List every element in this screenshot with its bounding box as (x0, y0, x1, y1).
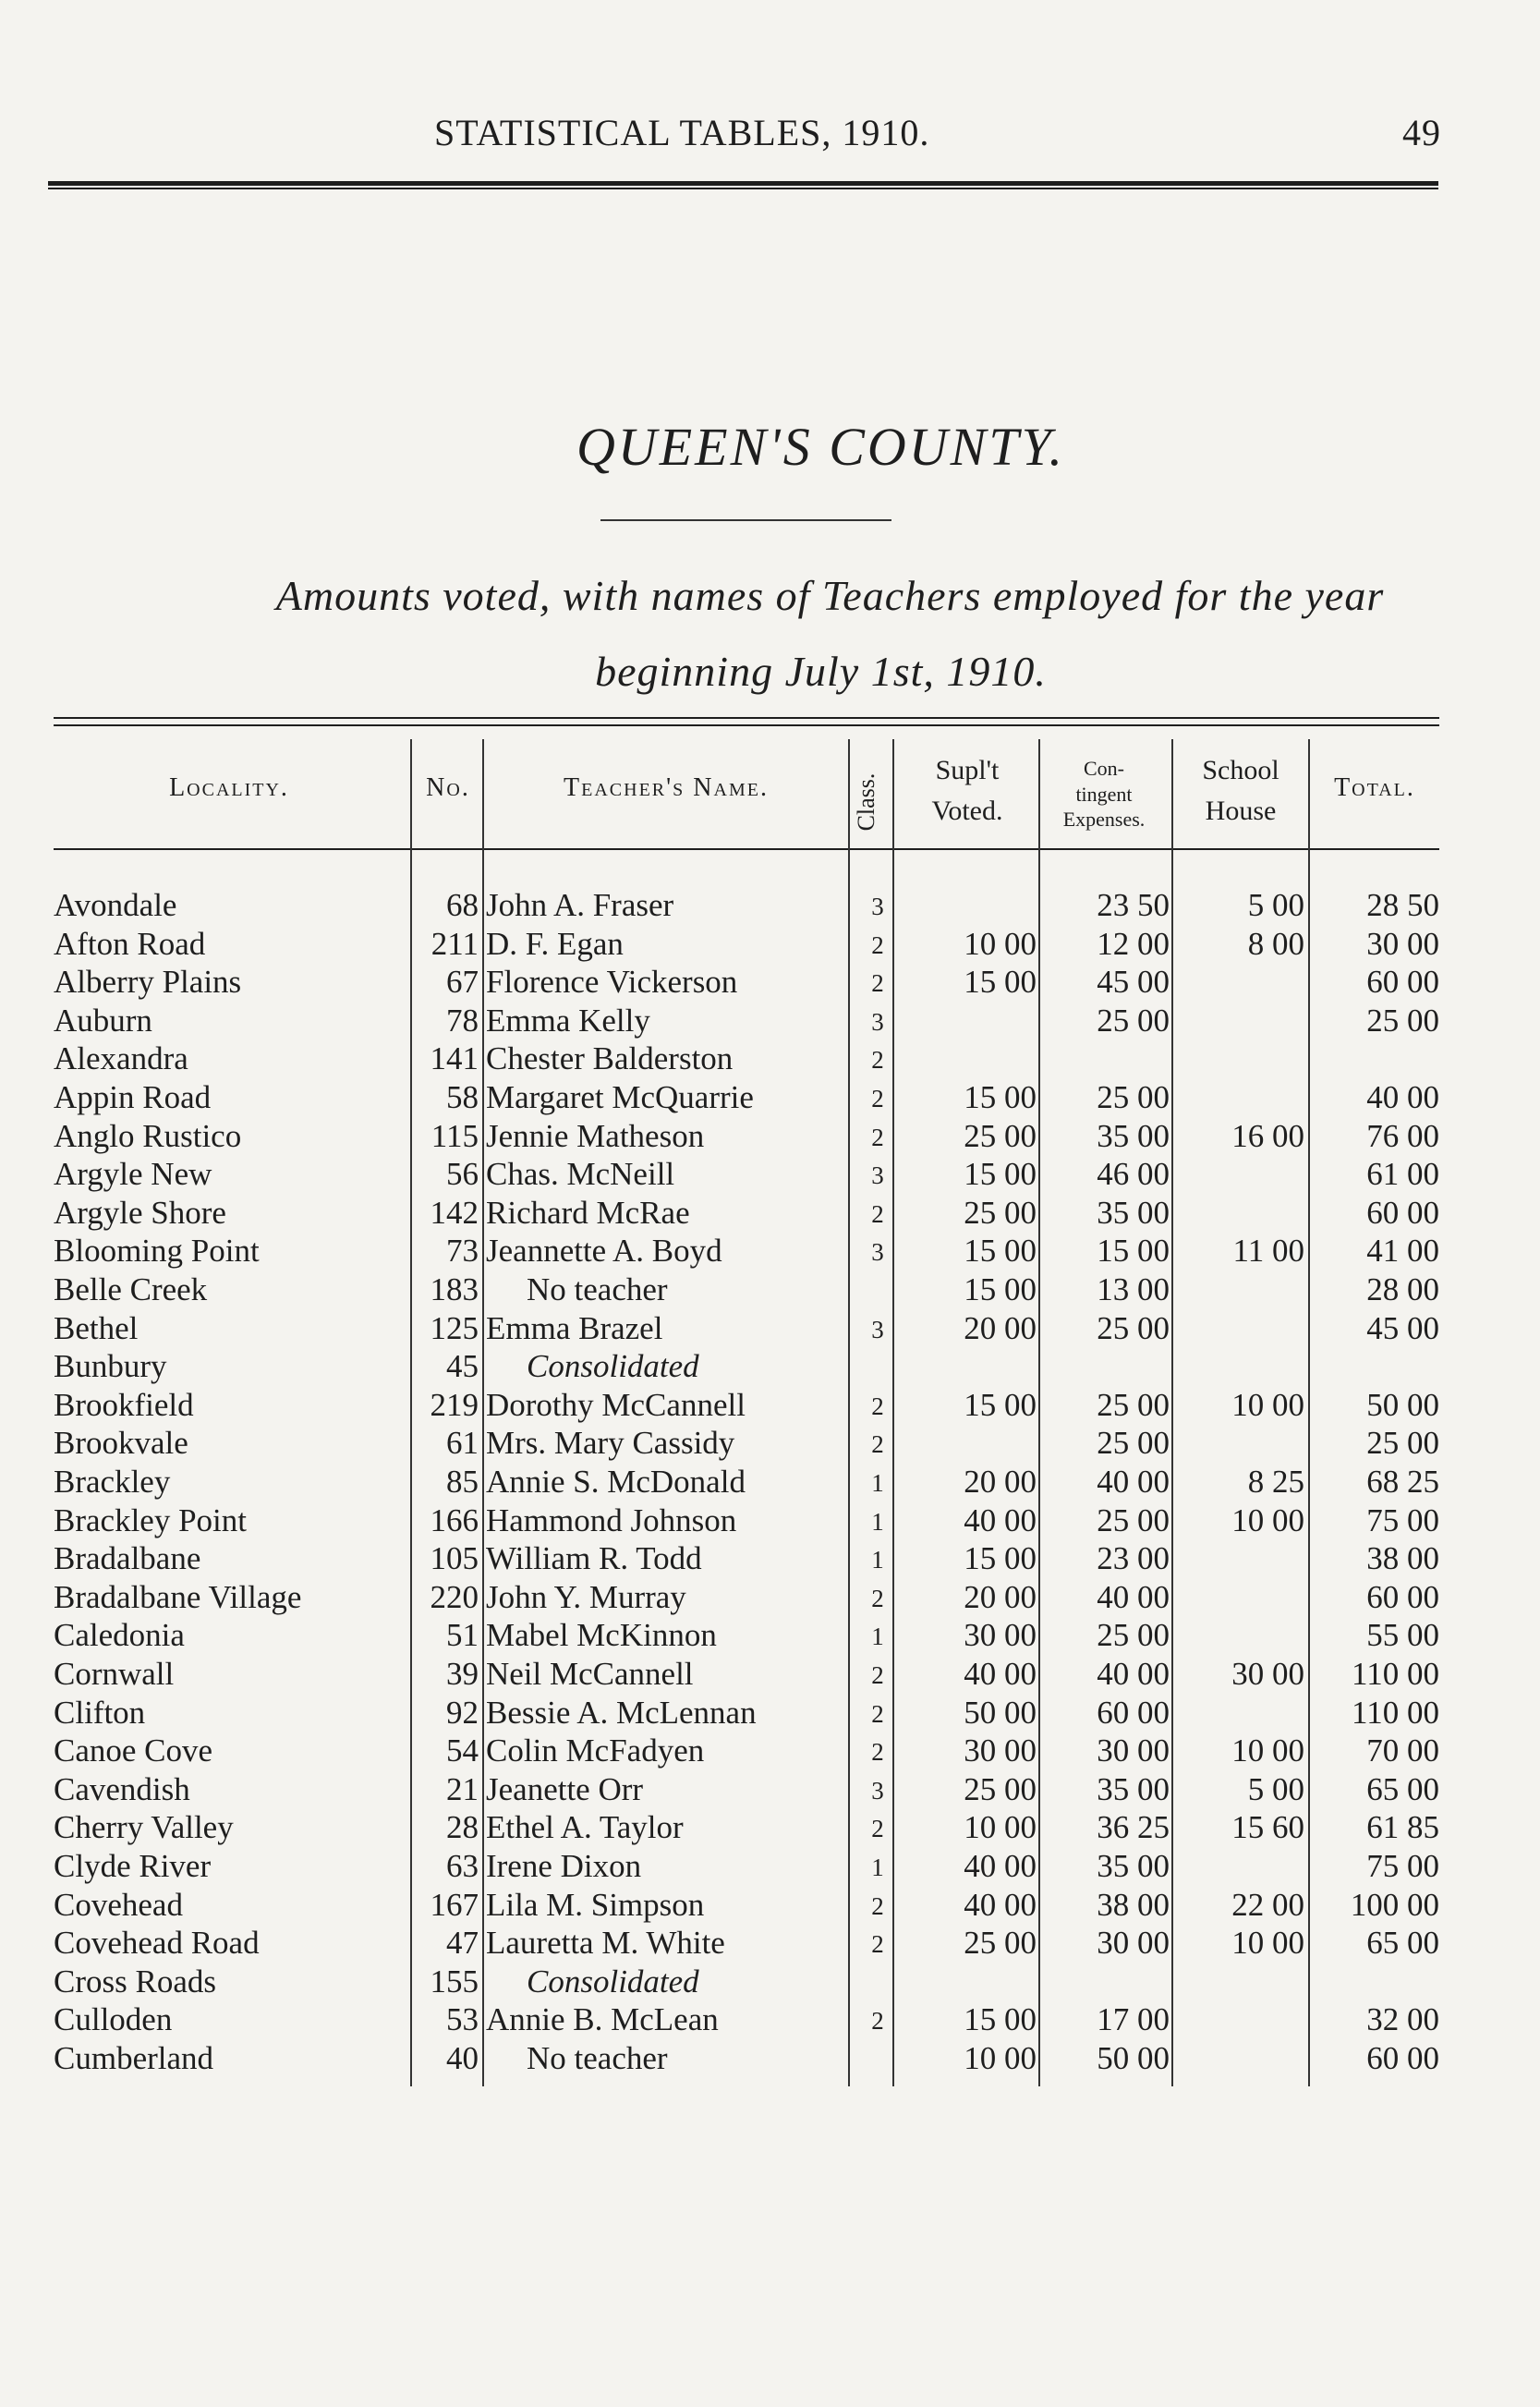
table-row (0, 1387, 1540, 1426)
cell-contingent: 13 00 (1097, 1271, 1170, 1307)
cell-suplt-voted: 10 00 (964, 2040, 1037, 2076)
cell-class: 2 (871, 1430, 884, 1459)
cell-teacher: Dorothy McCannell (486, 1386, 746, 1423)
cell-total: 60 00 (1366, 2040, 1439, 2076)
col-header-no: No. (426, 773, 470, 802)
cell-class: 2 (871, 1046, 884, 1075)
table-row (0, 1925, 1540, 1963)
cell-suplt-voted: 50 00 (964, 1694, 1037, 1731)
cell-locality: Avondale (54, 887, 177, 923)
cell-locality: Brookvale (54, 1425, 188, 1462)
table-row (0, 1425, 1540, 1464)
cell-locality: Caledonia (54, 1617, 185, 1654)
cell-teacher: Jennie Matheson (486, 1117, 705, 1154)
cell-locality: Brackley Point (54, 1501, 247, 1538)
cell-number: 183 (430, 1271, 479, 1307)
cell-teacher: Hammond Johnson (486, 1501, 737, 1538)
cell-suplt-voted: 25 00 (964, 1925, 1037, 1962)
cell-contingent: 46 00 (1097, 1156, 1170, 1193)
subtitle-line-1: Amounts voted, with names of Teachers employed for the year (275, 572, 1385, 619)
cell-locality: Belle Creek (54, 1271, 208, 1307)
cell-teacher: Mabel McKinnon (486, 1617, 717, 1654)
header-rule (48, 181, 1438, 189)
table-row (0, 1809, 1540, 1848)
cell-number: 21 (446, 1770, 479, 1807)
cell-teacher: Lauretta M. White (486, 1925, 725, 1962)
cell-contingent: 60 00 (1097, 1694, 1170, 1731)
cell-total: 110 00 (1352, 1694, 1439, 1731)
col-header-suplt-line1: Supl't (935, 755, 1000, 785)
subtitle-line-2: beginning July 1st, 1910. (595, 648, 1047, 695)
cell-teacher: No teacher (527, 1271, 668, 1307)
cell-total: 61 85 (1366, 1809, 1439, 1846)
cell-contingent: 15 00 (1097, 1233, 1170, 1270)
cell-total: 68 25 (1366, 1464, 1439, 1500)
cell-number: 105 (430, 1540, 479, 1577)
cell-contingent: 25 00 (1097, 1002, 1170, 1039)
cell-teacher: Chester Balderston (486, 1040, 734, 1077)
table-row (0, 1695, 1540, 1733)
cell-number: 68 (446, 887, 479, 923)
cell-number: 51 (446, 1617, 479, 1654)
col-header-contingent-line2: tingent (1075, 782, 1133, 806)
cell-suplt-voted: 15 00 (964, 1386, 1037, 1423)
cell-total: 75 00 (1366, 1848, 1439, 1884)
cell-class: 2 (871, 1738, 884, 1767)
table-row (0, 1271, 1540, 1310)
col-header-contingent (1037, 756, 1171, 833)
cell-school-house: 15 60 (1231, 1809, 1304, 1846)
col-header-contingent-line1: Con- (1084, 757, 1124, 780)
cell-contingent: 23 50 (1097, 887, 1170, 923)
cell-class: 2 (871, 1392, 884, 1420)
cell-suplt-voted: 25 00 (964, 1117, 1037, 1154)
cell-locality: Covehead Road (54, 1925, 260, 1962)
cell-number: 40 (446, 2040, 479, 2076)
cell-total: 100 00 (1350, 1886, 1439, 1923)
cell-locality: Brookfield (54, 1386, 194, 1423)
cell-teacher: Irene Dixon (486, 1848, 642, 1884)
cell-number: 63 (446, 1848, 479, 1884)
cell-contingent: 25 00 (1097, 1079, 1170, 1115)
table-row (0, 1848, 1540, 1887)
cell-teacher: Margaret McQuarrie (486, 1079, 754, 1115)
cell-number: 115 (430, 1117, 479, 1154)
cell-number: 78 (446, 1002, 479, 1039)
cell-teacher: Bessie A. McLennan (486, 1694, 757, 1731)
cell-total: 75 00 (1366, 1501, 1439, 1538)
cell-suplt-voted: 20 00 (964, 1309, 1037, 1346)
cell-class: 2 (871, 1661, 884, 1689)
cell-total: 32 00 (1366, 2001, 1439, 2038)
col-header-school-line1: School (1202, 755, 1279, 785)
header-bottom-rule (54, 848, 1439, 850)
cell-locality: Alexandra (54, 1040, 188, 1077)
table-row (0, 2040, 1540, 2079)
table-row (0, 1464, 1540, 1502)
cell-number: 167 (430, 1886, 479, 1923)
table-row (0, 1656, 1540, 1695)
cell-contingent: 36 25 (1097, 1809, 1170, 1846)
cell-contingent: 25 00 (1097, 1425, 1170, 1462)
cell-number: 45 (446, 1348, 479, 1385)
cell-teacher: John A. Fraser (486, 887, 674, 923)
cell-total: 65 00 (1366, 1925, 1439, 1962)
cell-school-house: 16 00 (1231, 1117, 1304, 1154)
cell-number: 67 (446, 964, 479, 1001)
cell-locality: Cumberland (54, 2040, 214, 2076)
cell-contingent: 25 00 (1097, 1501, 1170, 1538)
cell-teacher: Richard McRae (486, 1194, 690, 1231)
cell-teacher: D. F. Egan (486, 925, 624, 962)
cell-class: 2 (871, 1815, 884, 1843)
cell-number: 56 (446, 1156, 479, 1193)
cell-class: 1 (871, 1623, 884, 1651)
table-top-rule-2 (54, 724, 1439, 726)
cell-locality: Argyle New (54, 1156, 212, 1193)
cell-locality: Anglo Rustico (54, 1117, 242, 1154)
cell-total: 40 00 (1366, 1079, 1439, 1115)
cell-locality: Cherry Valley (54, 1809, 234, 1846)
cell-suplt-voted: 40 00 (964, 1656, 1037, 1692)
cell-class: 2 (871, 1699, 884, 1728)
cell-school-house: 11 00 (1232, 1233, 1304, 1270)
cell-number: 141 (430, 1040, 479, 1077)
cell-total: 50 00 (1366, 1386, 1439, 1423)
cell-school-house: 10 00 (1231, 1732, 1304, 1769)
cell-suplt-voted: 15 00 (964, 1271, 1037, 1307)
col-header-total: Total. (1334, 773, 1415, 802)
cell-total: 76 00 (1366, 1117, 1439, 1154)
table-row (0, 1348, 1540, 1387)
cell-class: 2 (871, 1584, 884, 1612)
cell-total: 25 00 (1366, 1002, 1439, 1039)
table-top-rule (54, 717, 1439, 719)
cell-locality: Auburn (54, 1002, 152, 1039)
cell-number: 61 (446, 1425, 479, 1462)
running-title: STATISTICAL TABLES, 1910. (434, 112, 930, 153)
cell-contingent: 35 00 (1097, 1848, 1170, 1884)
cell-teacher: Emma Brazel (486, 1309, 663, 1346)
cell-school-house: 8 25 (1247, 1464, 1304, 1500)
cell-suplt-voted: 15 00 (964, 1233, 1037, 1270)
cell-contingent: 25 00 (1097, 1309, 1170, 1346)
cell-school-house: 10 00 (1231, 1925, 1304, 1962)
cell-contingent: 35 00 (1097, 1117, 1170, 1154)
cell-class: 2 (871, 930, 884, 959)
cell-class: 1 (871, 1507, 884, 1536)
cell-teacher: Mrs. Mary Cassidy (486, 1425, 735, 1462)
cell-number: 85 (446, 1464, 479, 1500)
county-title: QUEEN'S COUNTY. (576, 417, 1066, 477)
cell-suplt-voted: 30 00 (964, 1617, 1037, 1654)
page-number: 49 (1402, 112, 1441, 153)
cell-teacher: Emma Kelly (486, 1002, 650, 1039)
title-rule (600, 519, 891, 521)
cell-contingent: 45 00 (1097, 964, 1170, 1001)
cell-number: 220 (430, 1578, 479, 1615)
cell-total: 61 00 (1366, 1156, 1439, 1193)
cell-locality: Cross Roads (54, 1963, 216, 2000)
cell-school-house: 5 00 (1247, 887, 1304, 923)
cell-number: 47 (446, 1925, 479, 1962)
table-row (0, 1771, 1540, 1810)
cell-locality: Bradalbane Village (54, 1578, 302, 1615)
cell-class: 3 (871, 1315, 884, 1343)
cell-class: 2 (871, 2007, 884, 2036)
table-row (0, 1963, 1540, 2002)
cell-number: 92 (446, 1694, 479, 1731)
cell-class: 3 (871, 1161, 884, 1190)
cell-teacher: John Y. Murray (486, 1578, 686, 1615)
cell-suplt-voted: 10 00 (964, 925, 1037, 962)
col-header-contingent-line3: Expenses. (1062, 808, 1146, 831)
cell-locality: Covehead (54, 1886, 183, 1923)
cell-class: 1 (871, 1854, 884, 1881)
cell-contingent: 30 00 (1097, 1732, 1170, 1769)
cell-suplt-voted: 15 00 (964, 1156, 1037, 1193)
table-row (0, 1233, 1540, 1271)
cell-contingent: 23 00 (1097, 1540, 1170, 1577)
cell-contingent: 50 00 (1097, 2040, 1170, 2076)
cell-number: 125 (430, 1309, 479, 1346)
cell-teacher: Lila M. Simpson (486, 1886, 705, 1923)
cell-class: 3 (871, 1776, 884, 1805)
table-row (0, 887, 1540, 926)
cell-teacher: Florence Vickerson (486, 964, 738, 1001)
cell-contingent: 35 00 (1097, 1770, 1170, 1807)
cell-class: 2 (871, 1123, 884, 1151)
col-header-school-line2: House (1205, 795, 1277, 826)
table-row (0, 1040, 1540, 1079)
cell-teacher: Consolidated (527, 1348, 699, 1385)
cell-locality: Canoe Cove (54, 1732, 213, 1769)
cell-school-house: 30 00 (1231, 1656, 1304, 1692)
cell-locality: Clifton (54, 1694, 146, 1731)
cell-total: 65 00 (1366, 1770, 1439, 1807)
cell-teacher: Annie S. McDonald (486, 1464, 746, 1500)
cell-total: 110 00 (1352, 1656, 1439, 1692)
cell-contingent: 35 00 (1097, 1194, 1170, 1231)
cell-suplt-voted: 40 00 (964, 1501, 1037, 1538)
cell-contingent: 30 00 (1097, 1925, 1170, 1962)
cell-teacher: Jeanette Orr (486, 1770, 644, 1807)
cell-total: 60 00 (1366, 1194, 1439, 1231)
running-head (74, 103, 1441, 159)
table-row (0, 1579, 1540, 1618)
table-row (0, 1156, 1540, 1195)
cell-number: 211 (430, 925, 479, 962)
cell-teacher: Ethel A. Taylor (486, 1809, 684, 1846)
cell-contingent: 25 00 (1097, 1386, 1170, 1423)
table-row (0, 2001, 1540, 2040)
cell-number: 58 (446, 1079, 479, 1115)
cell-total: 60 00 (1366, 964, 1439, 1001)
cell-teacher: Chas. McNeill (486, 1156, 675, 1193)
cell-teacher: Colin McFadyen (486, 1732, 705, 1769)
table-row (0, 1195, 1540, 1234)
cell-locality: Bunbury (54, 1348, 167, 1385)
cell-locality: Argyle Shore (54, 1194, 226, 1231)
cell-suplt-voted: 10 00 (964, 1809, 1037, 1846)
cell-locality: Cavendish (54, 1770, 190, 1807)
cell-locality: Afton Road (54, 925, 206, 962)
cell-class: 2 (871, 1891, 884, 1920)
cell-locality: Alberry Plains (54, 964, 242, 1001)
cell-locality: Brackley (54, 1464, 171, 1500)
cell-contingent: 25 00 (1097, 1617, 1170, 1654)
cell-locality: Clyde River (54, 1848, 212, 1884)
col-header-school-house (1173, 750, 1308, 831)
col-header-class-text: Class. (853, 772, 879, 832)
cell-class: 2 (871, 1930, 884, 1959)
cell-school-house: 22 00 (1231, 1886, 1304, 1923)
cell-locality: Blooming Point (54, 1233, 260, 1270)
cell-locality: Culloden (54, 2001, 173, 2038)
cell-class: 1 (871, 1469, 884, 1497)
cell-class: 2 (871, 1085, 884, 1112)
cell-contingent: 40 00 (1097, 1464, 1170, 1500)
cell-number: 28 (446, 1809, 479, 1846)
cell-suplt-voted: 20 00 (964, 1578, 1037, 1615)
cell-suplt-voted: 15 00 (964, 1079, 1037, 1115)
cell-suplt-voted: 25 00 (964, 1770, 1037, 1807)
cell-school-house: 10 00 (1231, 1501, 1304, 1538)
cell-teacher: William R. Todd (486, 1540, 702, 1577)
cell-number: 53 (446, 2001, 479, 2038)
cell-total: 55 00 (1366, 1617, 1439, 1654)
cell-total: 28 00 (1366, 1271, 1439, 1307)
cell-school-house: 8 00 (1247, 925, 1304, 962)
cell-teacher: Neil McCannell (486, 1656, 694, 1692)
table-row (0, 926, 1540, 965)
cell-number: 54 (446, 1732, 479, 1769)
cell-suplt-voted: 40 00 (964, 1886, 1037, 1923)
cell-locality: Cornwall (54, 1656, 175, 1692)
col-header-locality: Locality. (169, 773, 289, 802)
cell-locality: Bradalbane (54, 1540, 201, 1577)
cell-teacher: Jeannette A. Boyd (486, 1233, 722, 1270)
cell-class: 3 (871, 1238, 884, 1267)
table-row (0, 1003, 1540, 1041)
cell-class: 1 (871, 1546, 884, 1574)
cell-number: 142 (430, 1194, 479, 1231)
table-row (0, 1118, 1540, 1157)
cell-number: 166 (430, 1501, 479, 1538)
col-header-teacher: Teacher's Name. (564, 773, 769, 802)
cell-number: 155 (430, 1963, 479, 2000)
cell-contingent: 12 00 (1097, 925, 1170, 962)
table-row (0, 1310, 1540, 1349)
cell-total: 70 00 (1366, 1732, 1439, 1769)
cell-suplt-voted: 15 00 (964, 1540, 1037, 1577)
cell-number: 39 (446, 1656, 479, 1692)
cell-suplt-voted: 15 00 (964, 2001, 1037, 2038)
cell-number: 73 (446, 1233, 479, 1270)
cell-contingent: 38 00 (1097, 1886, 1170, 1923)
cell-school-house: 10 00 (1231, 1386, 1304, 1423)
cell-total: 30 00 (1366, 925, 1439, 962)
cell-suplt-voted: 30 00 (964, 1732, 1037, 1769)
cell-total: 45 00 (1366, 1309, 1439, 1346)
cell-class: 2 (871, 969, 884, 998)
cell-total: 38 00 (1366, 1540, 1439, 1577)
cell-suplt-voted: 20 00 (964, 1464, 1037, 1500)
table-row (0, 1079, 1540, 1118)
cell-total: 25 00 (1366, 1425, 1439, 1462)
cell-number: 219 (430, 1386, 479, 1423)
cell-school-house: 5 00 (1247, 1770, 1304, 1807)
cell-suplt-voted: 15 00 (964, 964, 1037, 1001)
table-row (0, 1887, 1540, 1926)
cell-suplt-voted: 40 00 (964, 1848, 1037, 1884)
cell-locality: Bethel (54, 1309, 139, 1346)
cell-class: 2 (871, 1199, 884, 1228)
col-header-suplt (898, 750, 1037, 831)
cell-teacher: No teacher (527, 2040, 668, 2076)
table-row (0, 1617, 1540, 1656)
cell-locality: Appin Road (54, 1079, 212, 1115)
cell-total: 60 00 (1366, 1578, 1439, 1615)
cell-class: 3 (871, 893, 884, 920)
table-row (0, 1540, 1540, 1579)
cell-contingent: 17 00 (1097, 2001, 1170, 2038)
cell-total: 28 50 (1366, 887, 1439, 923)
cell-contingent: 40 00 (1097, 1578, 1170, 1615)
cell-teacher: Consolidated (527, 1963, 699, 2000)
col-header-suplt-line2: Voted. (931, 795, 1003, 826)
cell-suplt-voted: 25 00 (964, 1194, 1037, 1231)
cell-teacher: Annie B. McLean (486, 2001, 719, 2038)
table-row (0, 1732, 1540, 1771)
table-row (0, 964, 1540, 1003)
col-header-class (848, 756, 885, 848)
cell-class: 3 (871, 1007, 884, 1036)
cell-contingent: 40 00 (1097, 1656, 1170, 1692)
table-row (0, 1502, 1540, 1541)
cell-total: 41 00 (1366, 1233, 1439, 1270)
